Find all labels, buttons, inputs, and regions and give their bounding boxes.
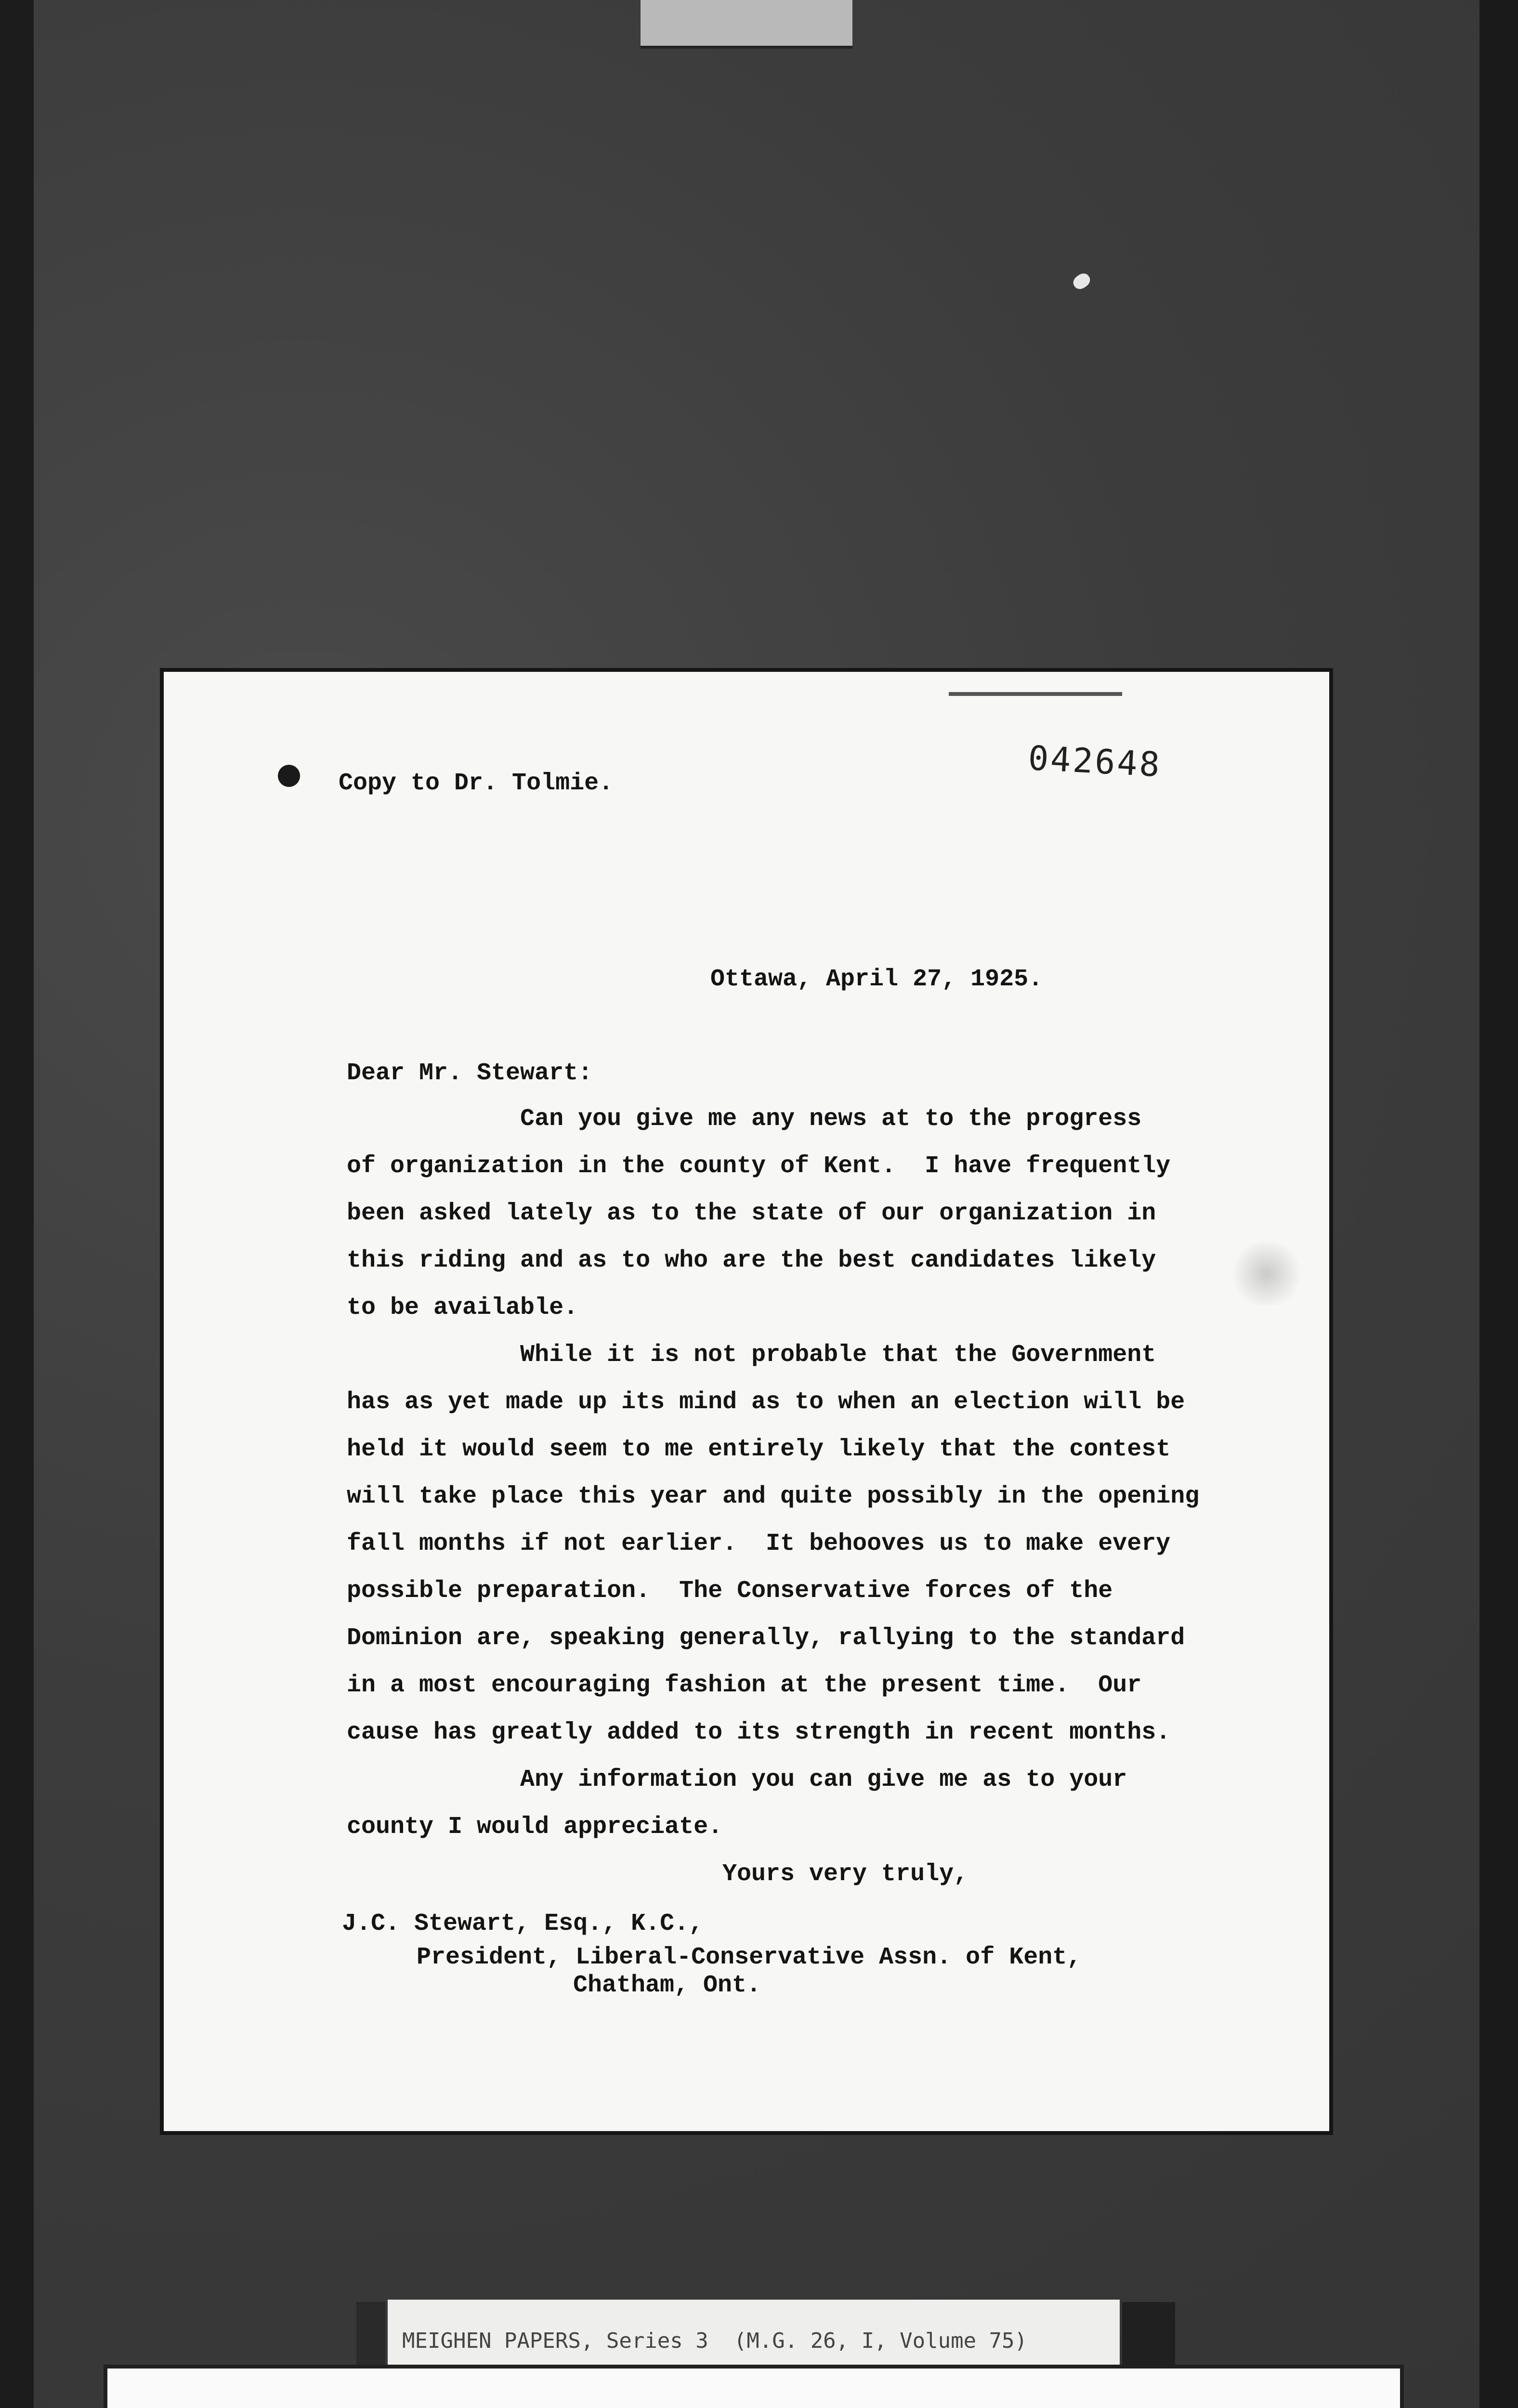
- salutation: Dear Mr. Stewart:: [347, 1060, 593, 1087]
- letter-line: cause has greatly added to its strength in recent months.: [347, 1719, 1171, 1746]
- letter-line: While it is not probable that the Government: [347, 1341, 1156, 1369]
- label-tab-left: [356, 2302, 385, 2369]
- closing: Yours very truly,: [722, 1860, 968, 1888]
- paragraph-3: [347, 1756, 1127, 1851]
- struck-out-number: [949, 673, 1122, 696]
- dateline: Ottawa, April 27, 1925.: [710, 966, 1043, 993]
- letter-line: this riding and as to who are the best candidates likely: [347, 1247, 1156, 1274]
- letter-line: will take place this year and quite possibly in the opening: [347, 1483, 1200, 1510]
- mounting-clip: [641, 0, 852, 49]
- scan-edge-left: [0, 0, 34, 2408]
- collection-label-text: MEIGHEN PAPERS, Series 3 (M.G. 26, I, Volume 75): [402, 2329, 1028, 2353]
- letter-line: county I would appreciate.: [347, 1813, 723, 1841]
- letter-line: has as yet made up its mind as to when an election will be: [347, 1388, 1185, 1416]
- collection-label: [388, 2300, 1120, 2372]
- paragraph-1: [347, 1096, 1170, 1332]
- recipient-name: J.C. Stewart, Esq., K.C.,: [342, 1910, 704, 1937]
- paragraph-2: [347, 1332, 1199, 1756]
- letter-line: in a most encouraging fashion at the present time. Our: [347, 1672, 1142, 1699]
- letter-line: Can you give me any news at to the progress: [347, 1105, 1142, 1133]
- recipient-location: Chatham, Ont.: [573, 1972, 761, 1999]
- letter-sheet: [164, 672, 1329, 2131]
- recipient-title: President, Liberal-Conservative Assn. of Kent,: [417, 1944, 1082, 1971]
- letter-line: of organization in the county of Kent. I have frequently: [347, 1152, 1171, 1180]
- letter-line: Dominion are, speaking generally, rallying to the standard: [347, 1624, 1185, 1652]
- letter-line: fall months if not earlier. It behooves us to make every: [347, 1530, 1171, 1557]
- letter-line: been asked lately as to the state of our organization in: [347, 1200, 1156, 1227]
- copy-note: Copy to Dr. Tolmie.: [339, 770, 614, 797]
- letter-line: to be available.: [347, 1294, 578, 1322]
- letter-line: Any information you can give me as to your: [347, 1766, 1127, 1793]
- ink-smudge: [1228, 1243, 1305, 1305]
- punch-hole-dot: [278, 765, 300, 787]
- scan-edge-right: [1479, 0, 1518, 2408]
- letter-line: held it would seem to me entirely likely that the contest: [347, 1436, 1171, 1463]
- letter-line: possible preparation. The Conservative forces of the: [347, 1577, 1113, 1605]
- archives-stamp: [104, 2365, 1404, 2408]
- label-tab-right: [1122, 2302, 1175, 2369]
- document-number: 042648: [1027, 738, 1163, 785]
